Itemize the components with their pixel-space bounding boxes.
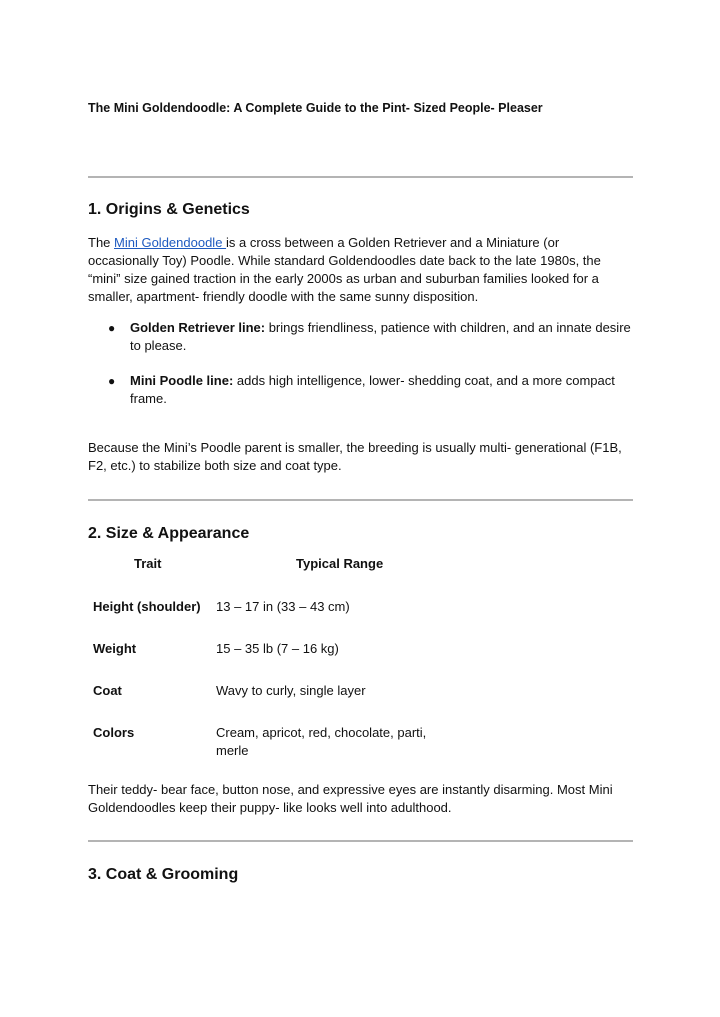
bullet-label: Mini Poodle line: — [130, 373, 234, 388]
section-divider — [88, 840, 633, 842]
table-cell-trait: Height (shoulder) — [93, 599, 201, 614]
origins-intro-paragraph — [88, 234, 633, 306]
bullet-text: adds high intelligence, lower- shedding coat, and a more compact frame. — [130, 373, 615, 406]
table-cell-range: Cream, apricot, red, chocolate, parti, merle — [216, 725, 427, 758]
table-cell-trait: Coat — [93, 683, 122, 698]
list-item-mini-poodle-line — [88, 372, 633, 408]
section-divider — [88, 176, 633, 178]
section-heading-coat: 3. Coat & Grooming — [88, 866, 239, 883]
list-item-golden-retriever-line — [88, 319, 633, 355]
origins-closing-paragraph: Because the Mini’s Poodle parent is smaller, the breeding is usually multi- generational (F1B, F2, etc.) to stabilize both size and coat type. — [88, 440, 622, 473]
size-closing-paragraph: Their teddy- bear face, button nose, and expressive eyes are instantly disarming. Most Mini Goldendoodles keep their puppy- like looks well into adulthood. — [88, 782, 613, 815]
section-divider — [88, 499, 633, 501]
table-header-typical-range: Typical Range — [296, 556, 384, 571]
table-cell-range: 13 – 17 in (33 – 43 cm) — [216, 599, 350, 614]
bullet-dot: ● — [108, 374, 116, 388]
origins-bullet-list — [88, 319, 633, 408]
origins-intro-rest: is a cross between a Golden Retriever and a Miniature (or occasionally Toy) Poodle. While standard Goldendoodles date back to the late 1980s, the “mini” size gained traction in the early 2000s as urban and suburban families looked for a smaller, apartment- friendly doodle with the same sunny disposition. — [88, 235, 601, 304]
table-cell-range: Wavy to curly, single layer — [216, 683, 366, 698]
bullet-dot: ● — [108, 321, 116, 335]
bullet-label: Golden Retriever line: — [130, 320, 266, 335]
section-heading-size: 2. Size & Appearance — [88, 525, 250, 542]
document-title: The Mini Goldendoodle: A Complete Guide to the Pint- Sized People- Pleaser — [88, 101, 543, 115]
table-cell-trait: Colors — [93, 725, 135, 740]
mini-goldendoodle-link[interactable]: Mini Goldendoodle — [114, 235, 227, 250]
origins-intro-start: The — [88, 235, 115, 250]
bullet-text: brings friendliness, patience with children, and an innate desire to please. — [130, 320, 631, 353]
table-header-trait: Trait — [134, 556, 162, 571]
section-heading-origins: 1. Origins & Genetics — [88, 201, 250, 218]
table-cell-range: 15 – 35 lb (7 – 16 kg) — [216, 641, 339, 656]
table-cell-trait: Weight — [93, 641, 137, 656]
